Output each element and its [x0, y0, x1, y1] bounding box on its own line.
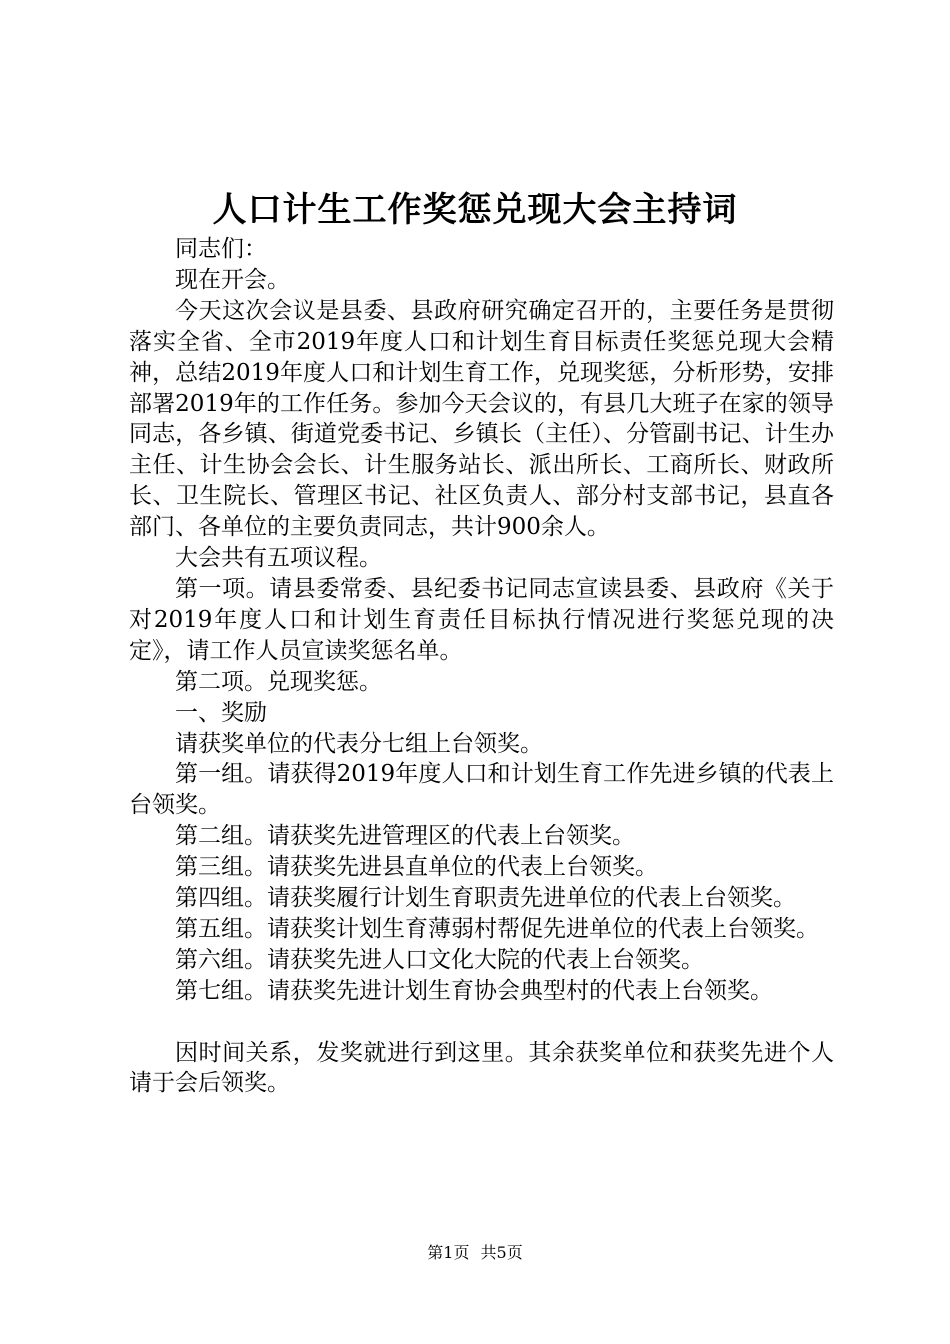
page-title: 人口计生工作奖惩兑现大会主持词: [212, 190, 738, 230]
page-total: 共5页: [480, 1243, 523, 1262]
paragraph-item-2: 第二项。兑现奖惩。: [175, 668, 382, 695]
document-body: [129, 234, 834, 1099]
paragraph-group-7: 第七组。请获奖先进计划生育协会典型村的代表上台领奖。: [175, 977, 773, 1004]
paragraph-group-6: 第六组。请获奖先进人口文化大院的代表上台领奖。: [175, 946, 704, 973]
paragraph-agenda: 大会共有五项议程。: [175, 545, 382, 572]
paragraph-group-5: 第五组。请获奖计划生育薄弱村帮促先进单位的代表上台领奖。: [175, 915, 819, 942]
page-footer: [0, 1242, 950, 1264]
page-number: 第1页: [427, 1243, 470, 1262]
paragraph-purpose: 今天这次会议是县委、县政府研究确定召开的，主要任务是贯彻落实全省、全市2019年度人口和计划生育目标责任奖惩兑现大会精神，总结2019年度人口和计划生育工作，兑现奖惩，分析形势，安排部署2019年的工作任务。参加今天会议的，有县几大班子在家的领导同志，各乡镇、街道党委书记、乡镇长（主任）、分管副书记、计生办主任、计生协会会长、计生服务站长、派出所长、工商所长、财政所长、卫生院长、管理区书记、社区负责人、部分村支部书记，县直各部门、各单位的主要负责同志，共计900余人。: [129, 297, 834, 541]
paragraph-item-1: 第一项。请县委常委、县纪委书记同志宣读县委、县政府《关于对2019年度人口和计划生育责任目标执行情况进行奖惩兑现的决定》，请工作人员宣读奖惩名单。: [129, 575, 834, 664]
paragraph-group-4: 第四组。请获奖履行计划生育职责先进单位的代表上台领奖。: [175, 885, 796, 912]
paragraph-group-3: 第三组。请获奖先进县直单位的代表上台领奖。: [175, 854, 658, 881]
paragraph-group-2: 第二组。请获奖先进管理区的代表上台领奖。: [175, 823, 635, 850]
paragraph-rewards-heading: 一、奖励: [175, 699, 267, 726]
paragraph-group-1: 第一组。请获得2019年度人口和计划生育工作先进乡镇的代表上台领奖。: [129, 761, 834, 819]
paragraph-salutation: 同志们：: [175, 236, 267, 262]
paragraph-groups-intro: 请获奖单位的代表分七组上台领奖。: [175, 730, 543, 757]
paragraph-closing: 因时间关系，发奖就进行到这里。其余获奖单位和获奖先进个人请于会后领奖。: [129, 1039, 834, 1097]
paragraph-opening: 现在开会。: [175, 266, 290, 293]
